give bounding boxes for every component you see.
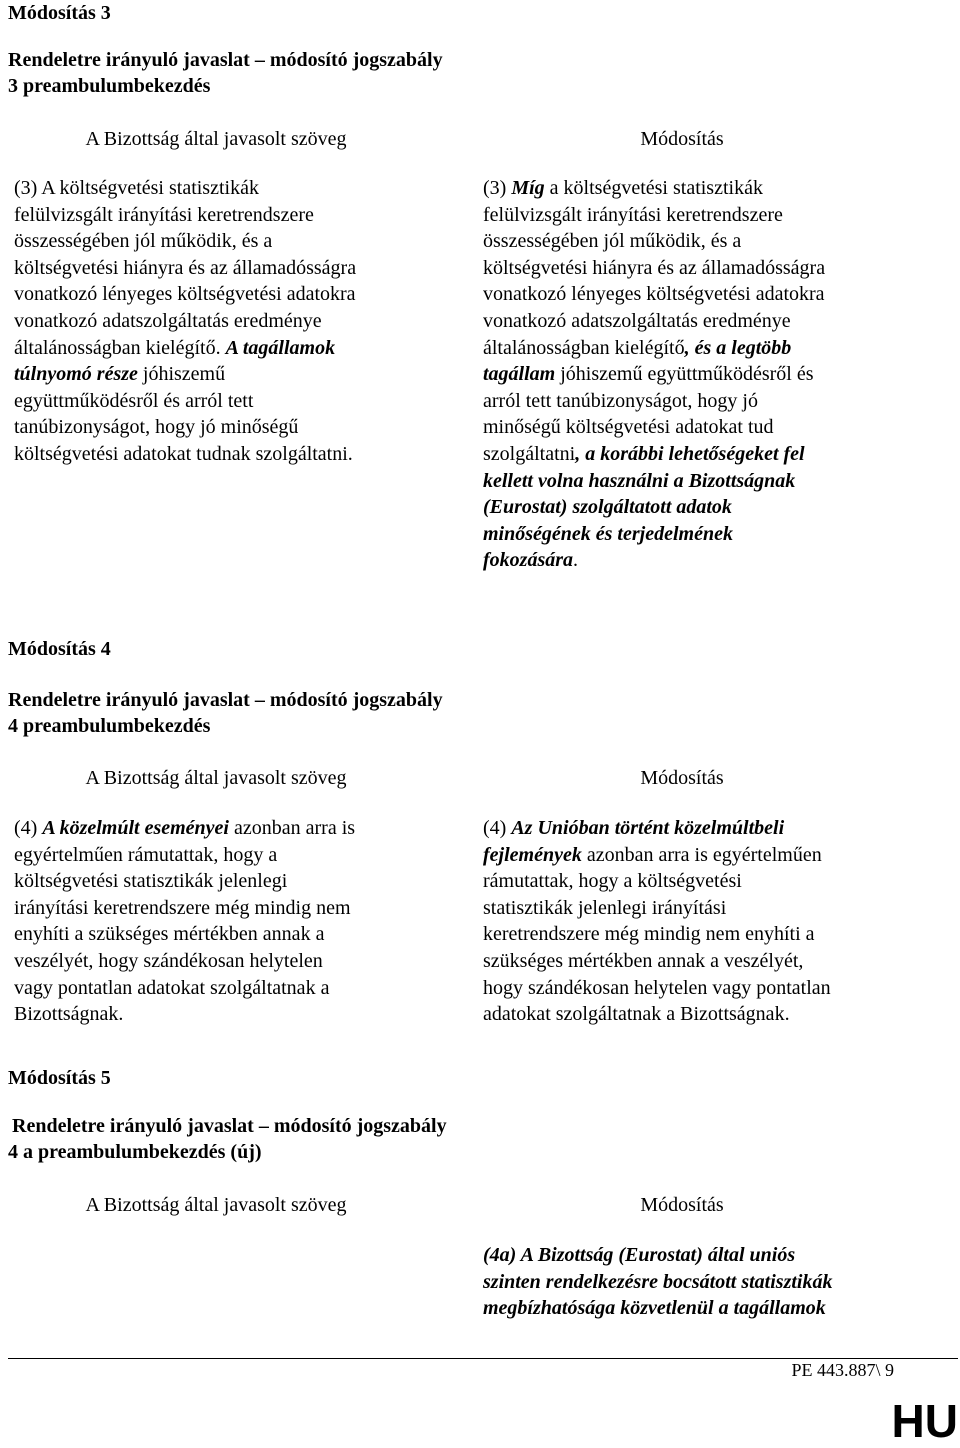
amendment-5-subtitle-line2: 4 a preambulumbekezdés (új) <box>8 1141 262 1163</box>
plain-text: arról tett tanúbizonyságot, hogy jó <box>483 389 758 412</box>
amendment-3-right-header: Módosítás <box>640 128 724 150</box>
text-line <box>483 335 923 362</box>
plain-text: felülvizsgált irányítási keretrendszere <box>483 203 783 226</box>
emphasized-text: A közelmúlt eseményei <box>42 817 229 839</box>
plain-text: jóhiszemű <box>137 363 226 386</box>
text-line <box>483 1242 923 1269</box>
text-line <box>483 494 923 521</box>
plain-text: vagy pontatlan adatokat szolgáltatnak a <box>14 976 330 999</box>
amendment-3-subtitle-line1: Rendeletre irányuló javaslat – módosító jogszabály <box>8 49 443 71</box>
text-line <box>14 1001 454 1028</box>
text-line <box>483 468 923 495</box>
amendment-3-amendment-text <box>483 175 923 574</box>
plain-text: jóhiszemű együttműködésről és <box>555 363 814 386</box>
footer-divider <box>8 1358 958 1359</box>
text-line <box>483 547 923 574</box>
text-line <box>483 1269 923 1296</box>
emphasized-text: (Eurostat) szolgáltatott adatok <box>483 496 732 519</box>
text-line <box>483 228 923 255</box>
plain-text: költségvetési hiányra és az államadósságra <box>14 256 357 279</box>
text-line <box>14 414 454 441</box>
emphasized-text: kellett volna használni a Bizottságnak <box>483 469 796 492</box>
plain-text: irányítási keretrendszere még mindig nem <box>14 896 351 919</box>
text-line <box>14 228 454 255</box>
emphasized-text: Az Unióban történt közelmúltbeli <box>511 817 785 839</box>
emphasized-text: Míg <box>511 177 545 199</box>
plain-text: adatokat szolgáltatnak a Bizottságnak. <box>483 1003 790 1026</box>
plain-text: szükséges mértékben annak a veszélyét, <box>483 949 804 972</box>
text-line <box>483 521 923 548</box>
text-line <box>483 388 923 415</box>
plain-text: hogy szándékosan helytelen vagy pontatlan <box>483 976 831 999</box>
text-line <box>483 308 923 335</box>
plain-text: Bizottságnak. <box>14 1003 124 1026</box>
emphasized-text: , a korábbi lehetőségeket fel <box>575 442 805 465</box>
plain-text: a költségvetési statisztikák <box>544 177 763 199</box>
amendment-5-title: Módosítás 5 <box>8 1067 111 1089</box>
text-line <box>14 202 454 229</box>
text-line <box>14 335 454 362</box>
plain-text: összességében jól működik, és a <box>14 230 273 253</box>
plain-text: (4) <box>14 817 43 839</box>
text-line <box>14 388 454 415</box>
text-line <box>483 1295 923 1322</box>
amendment-4-subtitle-line1: Rendeletre irányuló javaslat – módosító jogszabály <box>8 689 443 711</box>
text-line <box>14 361 454 388</box>
plain-text: általánosságban kielégítő <box>483 336 685 359</box>
amendment-3-commission-text <box>14 175 454 468</box>
text-line <box>483 255 923 282</box>
text-line <box>14 975 454 1002</box>
text-line <box>483 895 923 922</box>
text-line <box>483 414 923 441</box>
plain-text: (3) <box>483 177 512 199</box>
amendment-4-amendment-text <box>483 815 923 1028</box>
plain-text: vonatkozó adatszolgáltatás eredménye <box>14 309 322 332</box>
amendment-5-subtitle-line1: Rendeletre irányuló javaslat – módosító jogszabály <box>12 1115 447 1137</box>
text-line <box>14 921 454 948</box>
plain-text: általánosságban kielégítő. <box>14 336 226 359</box>
text-line <box>483 281 923 308</box>
emphasized-text: minőségének és terjedelmének <box>483 522 733 545</box>
amendment-4-right-header: Módosítás <box>640 767 724 789</box>
plain-text: (4) <box>483 817 512 839</box>
text-line <box>483 921 923 948</box>
plain-text: felülvizsgált irányítási keretrendszere <box>14 203 314 226</box>
language-code: HU <box>891 1395 958 1447</box>
amendment-5-amendment-text <box>483 1242 923 1322</box>
text-line <box>14 842 454 869</box>
emphasized-text: A tagállamok <box>225 336 336 359</box>
emphasized-text: szinten rendelkezésre bocsátott statisztikák <box>483 1270 833 1293</box>
text-line <box>14 815 454 842</box>
text-line <box>483 842 923 869</box>
text-line <box>483 441 923 468</box>
emphasized-text: , és a legtöbb <box>684 336 792 359</box>
plain-text: költségvetési adatokat tudnak szolgáltatni. <box>14 442 353 465</box>
plain-text: költségvetési statisztikák jelenlegi <box>14 870 288 893</box>
emphasized-text: tagállam <box>483 363 556 386</box>
text-line <box>14 281 454 308</box>
text-line <box>14 948 454 975</box>
amendment-4-title: Módosítás 4 <box>8 638 111 660</box>
amendment-4-subtitle-line2: 4 preambulumbekezdés <box>8 715 211 737</box>
plain-text: minőségű költségvetési adatokat tud <box>483 416 774 439</box>
amendment-3-subtitle-line2: 3 preambulumbekezdés <box>8 75 211 97</box>
plain-text: azonban arra is <box>228 817 356 839</box>
plain-text: rámutattak, hogy a költségvetési <box>483 870 742 893</box>
text-line <box>483 1001 923 1028</box>
amendment-3-title: Módosítás 3 <box>8 2 111 24</box>
amendment-4-left-header: A Bizottság által javasolt szöveg <box>85 767 347 789</box>
text-line <box>483 975 923 1002</box>
amendment-5-left-header: A Bizottság által javasolt szöveg <box>85 1194 347 1216</box>
text-line <box>483 202 923 229</box>
plain-text: azonban arra is egyértelműen <box>581 843 822 866</box>
plain-text: egyértelműen rámutattak, hogy a <box>14 843 278 866</box>
emphasized-text: megbízhatósága közvetlenül a tagállamok <box>483 1297 826 1320</box>
text-line <box>14 441 454 468</box>
plain-text: . <box>573 549 579 572</box>
plain-text: (3) A költségvetési statisztikák <box>14 177 259 199</box>
text-line <box>14 308 454 335</box>
text-line <box>14 868 454 895</box>
plain-text: összességében jól működik, és a <box>483 230 742 253</box>
text-line <box>483 815 923 842</box>
emphasized-text: fejlemények <box>483 843 582 866</box>
text-line <box>14 255 454 282</box>
text-line <box>483 361 923 388</box>
text-line <box>483 175 923 202</box>
plain-text: vonatkozó lényeges költségvetési adatokra <box>483 283 825 306</box>
text-line <box>483 868 923 895</box>
plain-text: együttműködésről és arról tett <box>14 389 254 412</box>
plain-text: enyhíti a szükséges mértékben annak a <box>14 923 325 946</box>
emphasized-text: (4a) A Bizottság (Eurostat) által uniós <box>483 1244 796 1266</box>
amendment-5-right-header: Módosítás <box>640 1194 724 1216</box>
emphasized-text: túlnyomó része <box>14 363 138 386</box>
plain-text: vonatkozó lényeges költségvetési adatokra <box>14 283 356 306</box>
text-line <box>14 175 454 202</box>
emphasized-text: fokozására <box>483 549 574 572</box>
plain-text: keretrendszere még mindig nem enyhíti a <box>483 923 815 946</box>
plain-text: tanúbizonyságot, hogy jó minőségű <box>14 416 299 439</box>
plain-text: költségvetési hiányra és az államadósságra <box>483 256 826 279</box>
amendment-3-left-header: A Bizottság által javasolt szöveg <box>85 128 347 150</box>
plain-text: veszélyét, hogy szándékosan helytelen <box>14 949 323 972</box>
document-reference: PE 443.887\ 9 <box>791 1360 894 1380</box>
text-line <box>14 895 454 922</box>
plain-text: szolgáltatni <box>483 442 576 465</box>
plain-text: vonatkozó adatszolgáltatás eredménye <box>483 309 791 332</box>
amendment-4-commission-text <box>14 815 454 1028</box>
plain-text: statisztikák jelenlegi irányítási <box>483 896 727 919</box>
text-line <box>483 948 923 975</box>
